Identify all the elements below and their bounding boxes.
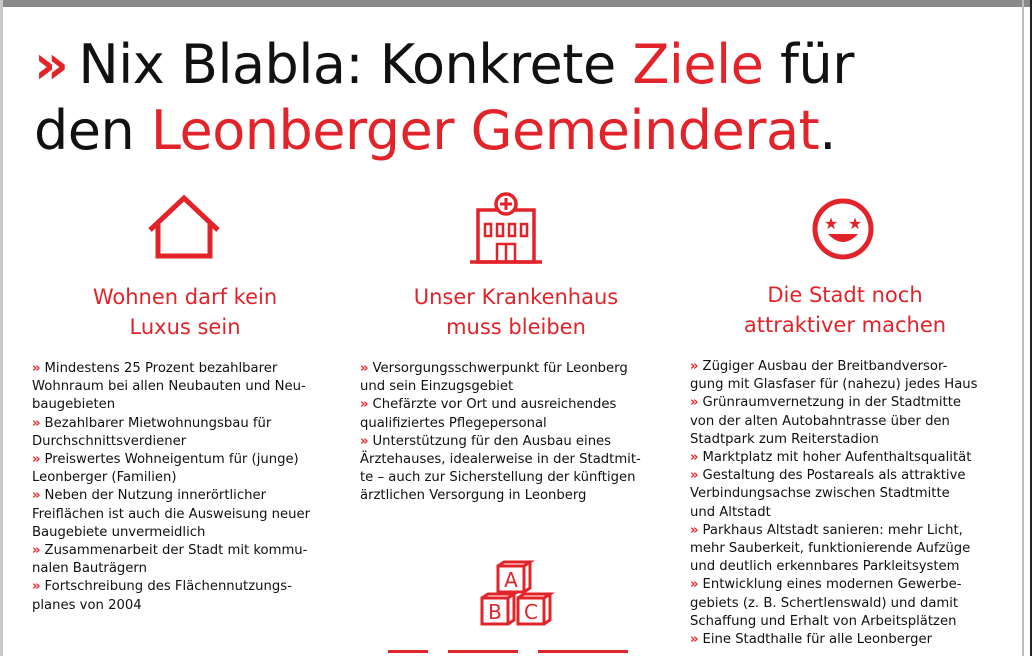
headline-part3: für	[763, 33, 854, 96]
bullet-arrow-icon: »	[690, 468, 699, 484]
list-item: gung mit Glasfaser für (nahezu) jedes Haus	[690, 377, 978, 393]
bullet-arrow-icon: »	[690, 577, 699, 593]
headline-ziele: Ziele	[632, 33, 764, 96]
list-item: » Mindestens 25 Prozent bezahlbarer	[32, 361, 278, 376]
block-letter-c: C	[524, 600, 538, 624]
right-inner-border	[1022, 0, 1024, 656]
list-item: und deutlich erkennbares Parkleitsystem	[690, 559, 960, 575]
bullet-arrow-icon: »	[32, 488, 41, 504]
col1-title-line2: Luxus sein	[129, 315, 241, 339]
headline-leonberger: Leonberger Gemeinderat	[150, 99, 820, 162]
col3-title-line2: attraktiver machen	[743, 313, 947, 337]
list-item: » Zügiger Ausbau der Breitbandversor-	[690, 359, 948, 374]
col2-list	[360, 360, 680, 506]
col3-title-line1: Die Stadt noch	[767, 283, 923, 307]
list-item: te – auch zur Sicherstellung der künftigen	[360, 470, 636, 486]
col1-list	[32, 360, 352, 615]
col2-title	[374, 282, 658, 342]
block-letter-b: B	[488, 600, 502, 624]
list-item: Leonberger (Familien)	[32, 470, 177, 486]
headline-arrow-icon: »	[34, 33, 69, 96]
list-item: Freiflächen ist auch die Ausweisung neuer	[32, 506, 310, 522]
list-item: und Altstadt	[690, 504, 771, 520]
list-item: qualifiziertes Pflegepersonal	[360, 415, 547, 431]
list-item: Durchschnittsverdiener	[32, 433, 187, 449]
list-item: » Chefärzte vor Ort und ausreichendes	[360, 397, 617, 413]
bullet-arrow-icon: »	[360, 361, 369, 376]
bullet-arrow-icon: »	[32, 579, 41, 595]
list-item: » Versorgungsschwerpunkt für Leonberg	[360, 361, 628, 376]
bullet-arrow-icon: »	[32, 415, 41, 431]
house-icon	[144, 192, 224, 262]
list-item: Verbindungsachse zwischen Stadtmitte	[690, 486, 950, 502]
list-item: Wohnraum bei allen Neubauten und Neu-	[32, 379, 306, 395]
headline-period: .	[819, 99, 836, 162]
list-item: nalen Bauträgern	[32, 561, 147, 577]
cut-off-heading-fragment	[388, 650, 648, 656]
abc-blocks-icon	[476, 560, 556, 634]
bullet-arrow-icon: »	[690, 359, 699, 374]
list-item: Ärztehauses, idealerweise in der Stadtmit-	[360, 452, 641, 468]
list-item: Schaffung und Erhalt von Arbeitsplätzen	[690, 613, 957, 629]
list-item: » Parkhaus Altstadt sanieren: mehr Licht,	[690, 522, 963, 538]
headline-part4: den	[34, 99, 151, 162]
list-item: » Bezahlbarer Mietwohnungsbau für	[32, 415, 272, 431]
bullet-arrow-icon: »	[690, 522, 699, 538]
col3-list	[690, 358, 1012, 649]
bullet-arrow-icon: »	[690, 395, 699, 411]
col2-title-line1: Unser Krankenhaus	[413, 285, 619, 309]
col3-title	[700, 280, 990, 340]
bullet-arrow-icon: »	[690, 632, 699, 648]
smiley-icon	[810, 196, 876, 262]
col2-title-line2: muss bleiben	[446, 315, 586, 339]
bullet-arrow-icon: »	[32, 361, 41, 376]
list-item: » Unterstützung für den Ausbau eines	[360, 433, 612, 449]
list-item: » Grünraumvernetzung in der Stadtmitte	[690, 395, 961, 411]
list-item: baugebieten	[32, 397, 116, 413]
list-item: und sein Einzugsgebiet	[360, 379, 514, 395]
list-item: Stadtpark zum Reiterstadion	[690, 431, 879, 447]
list-item: » Entwicklung eines modernen Gewerbe-	[690, 577, 962, 593]
col1-title-line1: Wohnen darf kein	[92, 285, 278, 309]
bullet-arrow-icon: »	[690, 450, 699, 466]
list-item: » Marktplatz mit hoher Aufenthaltsqualität	[690, 450, 972, 466]
bullet-arrow-icon: »	[32, 543, 41, 559]
bullet-arrow-icon: »	[360, 397, 369, 413]
list-item: » Preiswertes Wohneigentum für (junge)	[32, 452, 299, 468]
left-border	[0, 0, 3, 656]
list-item: » Eine Stadthalle für alle Leonberger	[690, 632, 932, 648]
list-item: von der alten Autobahntrasse über den	[690, 413, 950, 429]
list-item: gebiets (z. B. Schertlenswald) und damit	[690, 595, 959, 611]
list-item: » Zusammenarbeit der Stadt mit kommu-	[32, 543, 308, 559]
hospital-icon	[468, 192, 544, 266]
list-item: mehr Sauberkeit, funktionierende Aufzüge	[690, 541, 971, 557]
list-item: ärztlichen Versorgung in Leonberg	[360, 488, 587, 504]
headline-part1: Nix Blabla: Konkrete	[78, 33, 633, 96]
svg-text:★: ★	[823, 214, 839, 233]
list-item: planes von 2004	[32, 597, 142, 613]
bullet-arrow-icon: »	[360, 433, 369, 449]
list-item: » Neben der Nutzung innerörtlicher	[32, 488, 266, 504]
list-item: » Gestaltung des Postareals als attraktive	[690, 468, 966, 484]
col1-title	[50, 282, 320, 342]
headline	[34, 32, 1014, 164]
list-item: » Fortschreibung des Flächennutzungs-	[32, 579, 292, 595]
list-item: Baugebiete unvermeidlich	[32, 524, 206, 540]
svg-text:★: ★	[847, 214, 863, 233]
top-border	[0, 0, 1032, 7]
block-letter-a: A	[504, 568, 518, 592]
bullet-arrow-icon: »	[32, 452, 41, 468]
